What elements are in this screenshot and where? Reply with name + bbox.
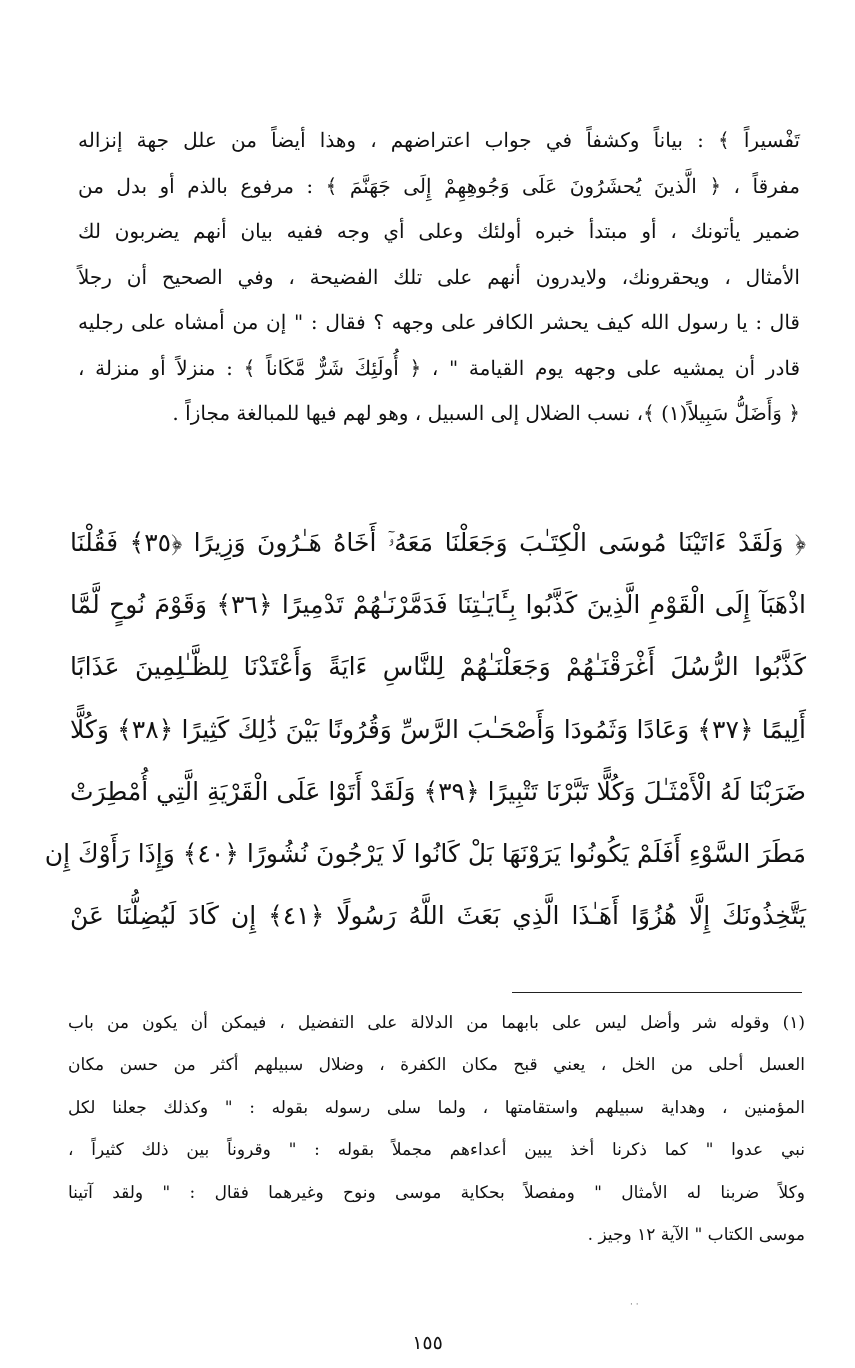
commentary-line: ﴿ وَأَضَلُّ سَبِيلاً(١) ﴾، نسب الضلال إلى السبيل ، وهو لهم فيها للمبالغة مجازاً . bbox=[172, 401, 800, 425]
quran-verses-block bbox=[44, 512, 807, 947]
page-number: ١٥٥ bbox=[412, 1332, 443, 1354]
quran-line: اذْهَبَآ إِلَى الْقَوْمِ الَّذِينَ كَذَّبُوا بِـَٔايَـٰتِنَا فَدَمَّرْنَـٰهُمْ تَدْمِيرًا ﴿٣٦﴾ وَقَوْمَ نُوحٍ لَّمَّا bbox=[70, 590, 807, 620]
quran-line: ضَرَبْنَا لَهُ الْأَمْثَـٰلَ وَكُلًّا تَبَّرْنَا تَتْبِيرًا ﴿٣٩﴾ وَلَقَدْ أَتَوْا عَلَى الْقَرْيَةِ الَّتِي أُمْطِرَتْ bbox=[70, 776, 806, 806]
footnote-line: نبي عدوا " كما ذكرنا أخذ يبين أعداءهم مجملاً بقوله : " وقروناً بين ذلك كثيراً ، bbox=[68, 1140, 805, 1161]
quran-line: يَتَّخِذُونَكَ إِلَّا هُزُوًا أَهَـٰذَا الَّذِي بَعَثَ اللَّهُ رَسُولًا ﴿٤١﴾ إِن كَادَ لَيُضِلُّنَا عَنْ bbox=[70, 901, 807, 931]
commentary-line: مفرقاً ، ﴿ الَّذينَ يُحشَرُونَ عَلَى وَجُوهِهِمْ إِلَى جَهَنَّمَ ﴾ : مرفوع بالذم أو بدل من bbox=[78, 173, 800, 198]
print-speck: · · bbox=[630, 1300, 639, 1310]
footnote-line: وكلاً ضربنا له الأمثال " ومفصلاً بحكاية موسى ونوح وغيرهما فقال : " ولقد آتينا bbox=[68, 1182, 805, 1203]
footnotes-section bbox=[68, 1002, 805, 1256]
quran-line: أَلِيمًا ﴿٣٧﴾ وَعَادًا وَثَمُودَا وَأَصْحَـٰبَ الرَّسِّ وَقُرُونًا بَيْنَ ذَٰلِكَ كَثِيرًا ﴿٣٨﴾ وَكُلًّا bbox=[70, 714, 806, 744]
quran-line: ﴿ وَلَقَدْ ءَاتَيْنَا مُوسَى الْكِتَـٰبَ وَجَعَلْنَا مَعَهُۥٓ أَخَاهُ هَـٰرُونَ وَزِيرًا ﴿٣٥﴾ فَقُلْنَا bbox=[70, 528, 806, 557]
commentary-line: قال : يا رسول الله كيف يحشر الكافر على وجهه ؟ فقال : " إن من أمشاه على رجليه bbox=[78, 310, 800, 334]
footnote-line: (١) وقوله شر وأضل ليس على بابهما من الدلالة على التفضيل ، فيمكن أن يكون من باب bbox=[68, 1013, 805, 1033]
footnote-line: المؤمنين ، وهداية سبيلهم واستقامتها ، ولما سلى رسوله بقوله : " وكذلك جعلنا لكل bbox=[68, 1097, 805, 1118]
commentary-line: ضمير يأتونك ، أو مبتدأ خبره أولئك وعلى أي وجه ففيه بيان أنهم يضربون لك bbox=[78, 219, 800, 243]
footnote-line: العسل أحلى من الخل ، يعني قبح مكان الكفرة ، وضلال سبيلهم أكثر من حسن مكان bbox=[68, 1055, 805, 1076]
commentary-line: تَفْسيراً ﴾ : بياناً وكشفاً في جواب اعتراضهم ، وهذا أيضاً من علل جهة إنزاله bbox=[78, 128, 800, 152]
footnote-divider bbox=[512, 992, 802, 993]
commentary-line: قادر أن يمشيه على وجهه يوم القيامة " ، ﴿ أُولَئِكَ شَرٌّ مَّكَاناً ﴾ : منزلاً أو منزلة ، bbox=[78, 355, 800, 380]
footnote-line: موسى الكتاب " الآية ١٢ وجيز . bbox=[587, 1225, 805, 1246]
commentary-paragraph bbox=[78, 118, 800, 437]
quran-line: مَطَرَ السَّوْءِ أَفَلَمْ يَكُونُوا يَرَوْنَهَا بَلْ كَانُوا لَا يَرْجُونَ نُشُورًا ﴿٤٠﴾ وَإِذَا رَأَوْكَ إِن bbox=[44, 839, 806, 869]
quran-line: كَذَّبُوا الرُّسُلَ أَغْرَقْنَـٰهُمْ وَجَعَلْنَـٰهُمْ لِلنَّاسِ ءَايَةً وَأَعْتَدْنَا لِلظَّـٰلِمِينَ عَذَابًا bbox=[70, 652, 806, 682]
commentary-line: الأمثال ، ويحقرونك، ولايدرون أنهم على تلك الفضيحة ، وفي الصحيح أن رجلاً bbox=[78, 264, 800, 289]
